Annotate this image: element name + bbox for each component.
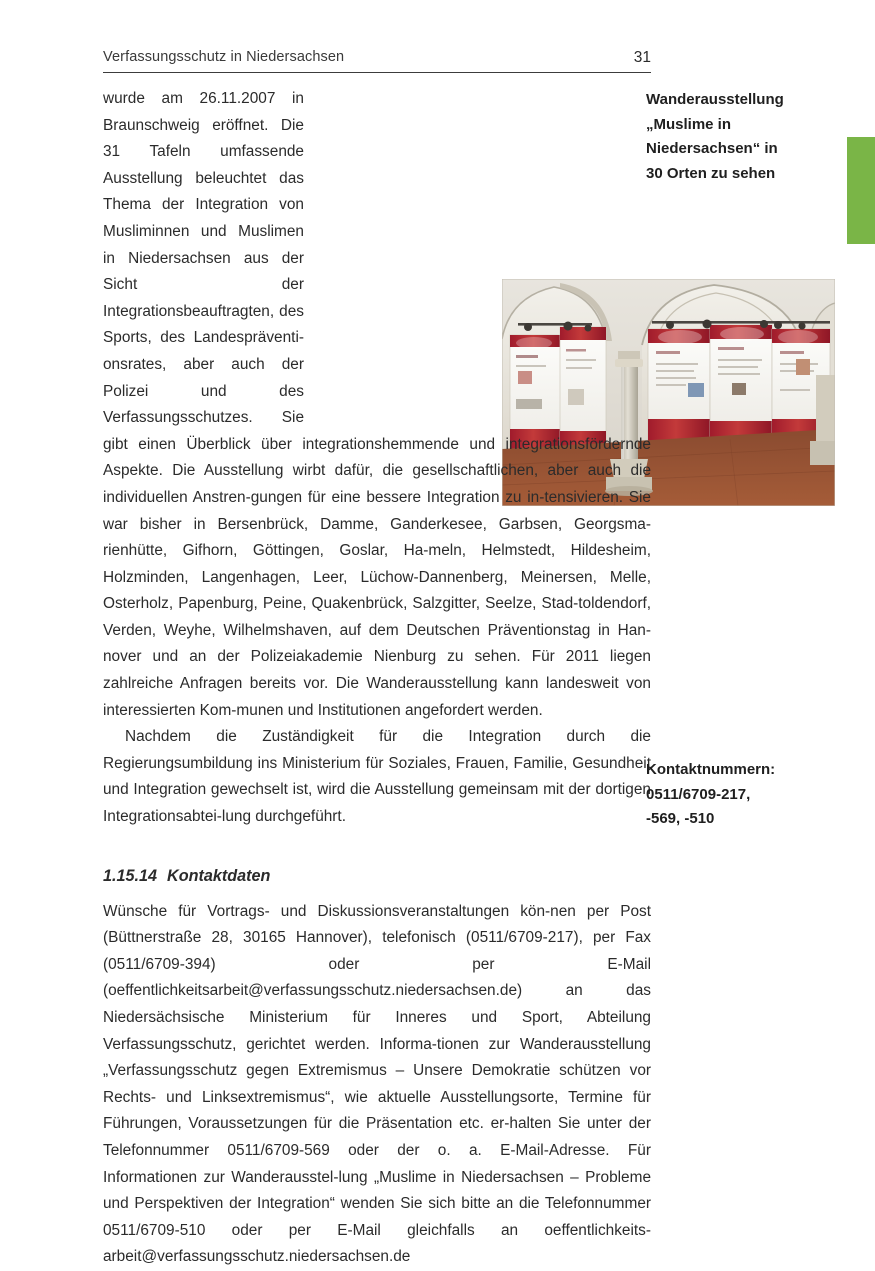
header-rule — [103, 72, 651, 73]
section-number: 1.15.14 — [103, 866, 158, 885]
margin-note-line: -569, -510 — [646, 810, 715, 827]
heading-gap — [103, 887, 651, 899]
margin-note-contact-numbers — [646, 758, 828, 832]
running-header-title: Verfassungsschutz in Niedersachsen — [103, 49, 345, 65]
body-paragraph-2: Nachdem die Zuständigkeit für die Integration durch die Regierungsumbildung ins Ministerium für Soziales, Frauen, Familie, Gesundheit und Integration gewechselt ist, wird die Ausstellung gemeinsam mit der dortigen Integrationsabtei-lung durchgeführt. — [103, 728, 651, 826]
body-paragraph-1: wurde am 26.11.2007 in Braunschweig eröffnet. Die 31 Tafeln umfassende Ausstellung beleuchtet das Thema der Integration von Musliminnen und Muslimen in Niedersachsen aus der Sicht der Integrationsbeauftragten, des Sports, des Landespräventi-onsrates, aber auch der Polizei und des Verfassungsschutzes. Sie gibt einen Überblick über integrationshemmende und integrationsfördernde Aspekte. Die Ausstellung wirbt dafür, die gesellschaftlichen, aber auch die individuellen Anstren-gungen für eine bessere Integration zu in-tensivieren. Sie war bisher in Bersenbrück, Damme, Ganderkesee, Garbsen, Georgsma-rienhütte, Gifhorn, Göttingen, Goslar, Ha-meln, Helmstedt, Hildesheim, Holzminden, Langenhagen, Leer, Lüchow-Dannenberg, Meinersen, Melle, Osterholz, Papenburg, Peine, Quakenbrück, Salzgitter, Seelze, Stad-toldendorf, Verden, Weyhe, Wilhelmshaven, auf dem Deutschen Präventionstag in Han-nover und an der Polizeiakademie Nienburg zu sehen. Für 2011 liegen zahlreiche Anfragen bereits vor. Die Wanderausstellung kann landesweit von interessierten Kom-munen und Institutionen angefordert werden. — [103, 90, 651, 719]
margin-note-line: „Muslime in — [646, 115, 732, 133]
photo-wrap-reserve — [318, 196, 651, 423]
margin-note-line: Wanderausstellung — [646, 91, 784, 108]
margin-note-exhibition — [646, 88, 828, 186]
main-text-column — [103, 86, 651, 1271]
page-number: 31 — [633, 49, 651, 66]
margin-note-line: 0511/6709-217, — [646, 785, 751, 803]
margin-note-line: Kontaktnummern: — [646, 761, 776, 778]
margin-note-line: 30 Orten zu sehen — [646, 164, 776, 182]
section-title: Kontaktdaten — [167, 866, 271, 885]
chapter-thumb-tab — [847, 137, 875, 244]
margin-note-line: Niedersachsen“ in — [646, 140, 778, 157]
section-heading — [103, 865, 651, 887]
section-spacer — [103, 831, 651, 865]
running-header — [103, 48, 651, 76]
contact-paragraph: Wünsche für Vortrags- und Diskussionsveranstaltungen kön-nen per Post (Büttnerstraße 28, 30165 Hannover), telefonisch (0511/6709-217), per Fax (0511/6709-394) oder per E-Mail (oeffentlichkeitsarbeit@verfassungsschutz.niedersachsen.de) an das Niedersächsische Ministerium für Inneres und Sport, Abteilung Verfassungsschutz, gerichtet werden. Informa-tionen zur Wanderausstellung „Verfassungsschutz gegen Extremismus – Unsere Demokratie schützen vor Rechts- und Linksextremismus“, wie aktuelle Ausstellungsorte, Termine für Führungen, Voraussetzungen für die Präsentation etc. er-halten Sie unter der Telefonnummer 0511/6709-569 oder der o. a. E-Mail-Adresse. Für Informationen zur Wanderausstel-lung „Muslime in Niedersachsen – Probleme und Perspektiven der Integration“ wenden Sie sich bitte an die Telefonnummer 0511/6709-510 oder per E-Mail gleichfalls an oeffentlichkeits-arbeit@verfassungsschutz.niedersachsen.de — [103, 902, 651, 1266]
